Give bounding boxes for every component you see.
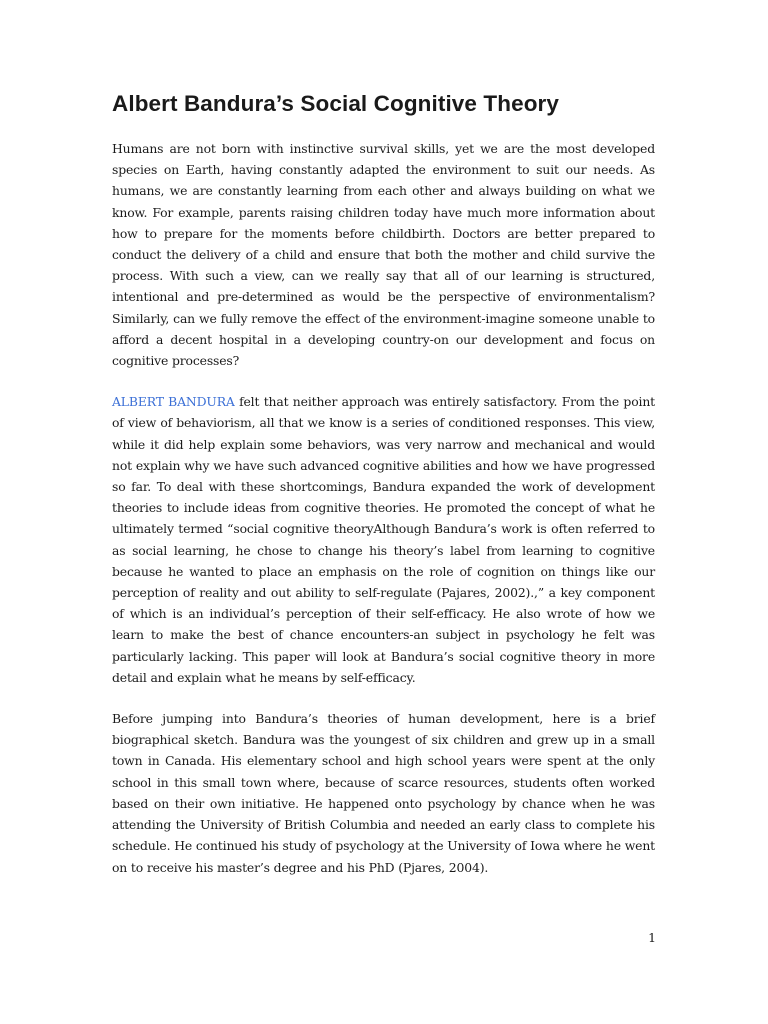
paragraph-intro (112, 138, 655, 371)
paragraph-intro-text: Humans are not born with instinctive survival skills, yet we are the most developed species on Earth, having constantly adapted the environment to suit our needs. As humans, we are constantly learning from each other and always building on what we know. For example, parents raising children today have much more information about how to prepare for the moments before childbirth. Doctors are better prepared to conduct the delivery of a child and ensure that both the mother and child survive the process. With such a view, can we really say that all of our learning is structured, intentional and pre-determined as would be the perspective of environmentalism? Similarly, can we fully remove the effect of the environment-imagine someone unable to afford a decent hospital in a developing country-on our development and focus on cognitive processes? (112, 141, 655, 369)
document-title: Albert Bandura’s Social Cognitive Theory (112, 91, 560, 116)
paragraph-biography-text: Before jumping into Bandura’s theories of human development, here is a brief biographical sketch. Bandura was the youngest of six children and grew up in a small town in Canada. His elementary school and high school years were spent at the only school in this small town where, because of scarce resources, students often worked based on their own initiative. He happened onto psychology by chance when he was attending the University of British Columbia and needed an early class to complete his schedule. He continued his study of psychology at the University of Iowa where he went on to receive his master’s degree and his PhD (Pjares, 2004). (112, 711, 655, 875)
paragraph-bandura-approach (112, 391, 655, 688)
page-number: 1 (648, 930, 656, 945)
document-body (112, 88, 655, 898)
paragraph-biography (112, 708, 655, 878)
paragraph-bandura-approach-text: felt that neither approach was entirely satisfactory. From the point of view of behaviorism, all that we know is a series of conditioned responses. This view, while it did help explain some behaviors, was very narrow and mechanical and would not explain why we have such advanced cognitive abilities and how we have progressed so far. To deal with these shortcomings, Bandura expanded the work of development theories to include ideas from cognitive theories. He promoted the concept of what he ultimately termed “social cognitive theoryAlthough Bandura’s work is often referred to as social learning, he chose to change his theory’s label from learning to cognitive because he wanted to place an emphasis on the role of cognition on things like our perception of reality and out ability to self-regulate (Pajares, 2002).,” a key component of which is an individual’s perception of their self-efficacy. He also wrote of how we learn to make the best of chance encounters-an subject in psychology he felt was particularly lacking. This paper will look at Bandura’s social cognitive theory in more detail and explain what he means by self-efficacy. (112, 394, 655, 685)
albert-bandura-link[interactable]: ALBERT BANDURA (112, 394, 235, 410)
